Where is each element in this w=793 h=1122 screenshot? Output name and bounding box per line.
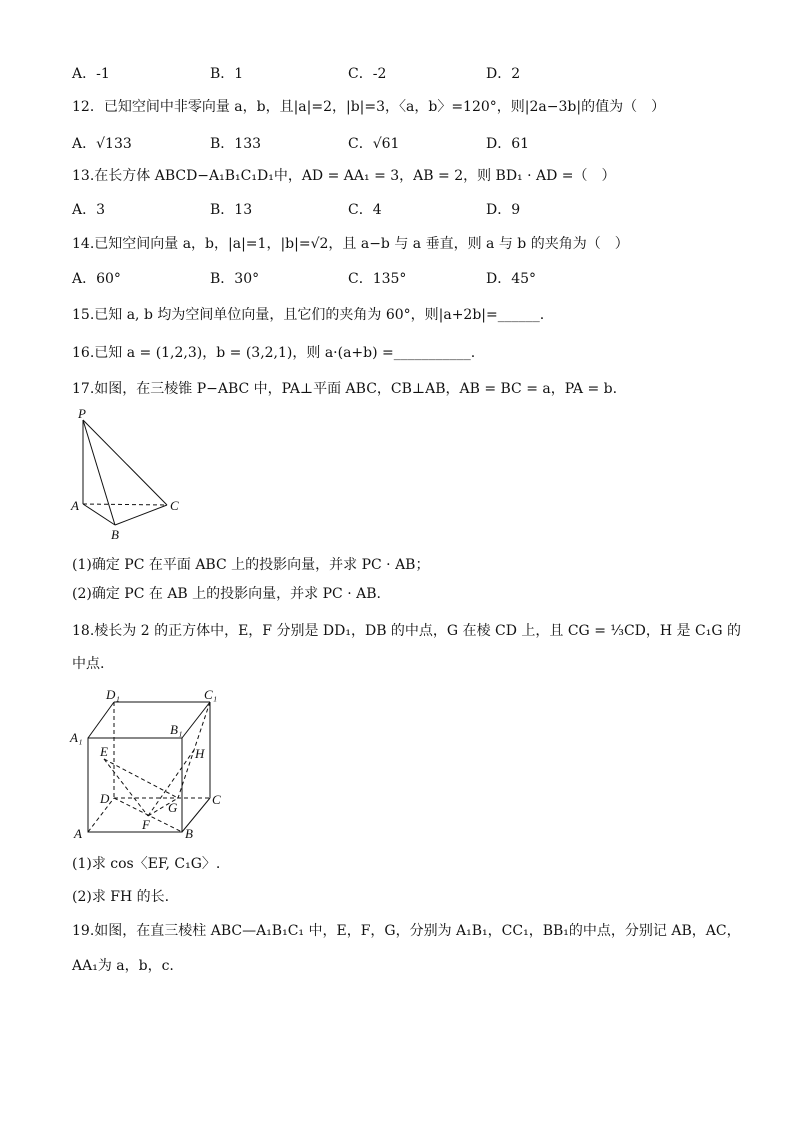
- q18-label-c: C: [212, 792, 221, 807]
- q14-option-c: C．135°: [348, 271, 407, 287]
- q17-label-a: A: [71, 498, 79, 513]
- q18-label-g: G: [168, 800, 178, 815]
- q13-option-d: D．9: [486, 202, 521, 218]
- q14-stem: 14.已知空间向量 a，b，|a|=1，|b|=√2，且 a−b 与 a 垂直，则 a 与 b 的夹角为（ ）: [72, 236, 629, 252]
- q11-option-b: B．1: [210, 66, 244, 82]
- q13-option-b: B．13: [210, 202, 253, 218]
- q17-pyramid-figure: [68, 402, 198, 542]
- q12-option-c: C．√61: [348, 136, 400, 152]
- q13-options: [72, 200, 722, 220]
- q15-stem: 15.已知 a, b 均为空间单位向量，且它们的夹角为 60°，则|a+2b|=______.: [72, 307, 545, 323]
- q18-stem: 18.棱长为 2 的正方体中，E，F 分别是 DD₁，DB 的中点，G 在棱 CD 上，且 CG = ⅓CD，H 是 C₁G 的: [72, 623, 741, 639]
- q12-options: [72, 134, 722, 154]
- q19-stem-cont: AA₁为 a，b，c.: [72, 958, 174, 974]
- q12-stem: 12．已知空间中非零向量 a，b，且|a|=2，|b|=3，〈a，b〉=120°，则|2a−3b|的值为（ ）: [72, 99, 666, 115]
- q18-part1: (1)求 cos〈EF, C₁G〉.: [72, 856, 221, 872]
- q18-label-h: H: [195, 746, 205, 761]
- q11-option-d: D．2: [486, 66, 521, 82]
- q12-option-d: D．61: [486, 136, 530, 152]
- q18-label-c1: C₁: [204, 687, 218, 702]
- q13-stem: 13.在长方体 ABCD−A₁B₁C₁D₁中，AD = AA₁ = 3，AB = 2，则 BD₁ · AD =（ ）: [72, 168, 616, 184]
- q17-label-c: C: [170, 498, 179, 513]
- q18-stem-cont: 中点.: [72, 656, 105, 672]
- q11-options: [72, 64, 722, 84]
- q17-stem: 17.如图，在三棱锥 P−ABC 中，PA⊥平面 ABC，CB⊥AB，AB = BC = a，PA = b.: [72, 381, 618, 397]
- q18-label-a: A: [74, 826, 82, 841]
- q11-option-c: C．-2: [348, 66, 387, 82]
- q17-label-b: B: [111, 527, 119, 542]
- q18-label-f: F: [142, 817, 150, 832]
- q18-label-d1: D₁: [106, 687, 120, 702]
- q17-part1: (1)确定 PC 在平面 ABC 上的投影向量，并求 PC · AB；: [72, 557, 430, 573]
- q17-label-p: P: [78, 406, 86, 421]
- q13-option-a: A．3: [72, 202, 106, 218]
- q12-option-a: A．√133: [72, 136, 132, 152]
- q14-options: [72, 269, 722, 289]
- q14-option-a: A．60°: [72, 271, 121, 287]
- q18-label-b: B: [185, 826, 193, 841]
- q14-option-b: B．30°: [210, 271, 260, 287]
- q19-stem: 19.如图，在直三棱柱 ABC—A₁B₁C₁ 中，E，F，G，分别为 A₁B₁，CC₁，BB₁的中点，分别记 AB，AC，: [72, 923, 741, 939]
- q18-label-e: E: [100, 744, 108, 759]
- q18-label-b1: B₁: [170, 722, 183, 737]
- q12-option-b: B．133: [210, 136, 262, 152]
- q17-part2: (2)确定 PC 在 AB 上的投影向量，并求 PC · AB.: [72, 586, 381, 602]
- q18-part2: (2)求 FH 的长.: [72, 889, 170, 905]
- q18-cube-figure: [68, 684, 233, 844]
- q11-option-a: A．-1: [72, 66, 110, 82]
- q14-option-d: D．45°: [486, 271, 537, 287]
- q18-label-a1: A₁: [70, 730, 83, 745]
- q16-stem: 16.已知 a = (1,2,3)，b = (3,2,1)，则 a·(a+b) =___________.: [72, 345, 476, 361]
- q18-label-d: D: [100, 791, 110, 806]
- q13-option-c: C．4: [348, 202, 382, 218]
